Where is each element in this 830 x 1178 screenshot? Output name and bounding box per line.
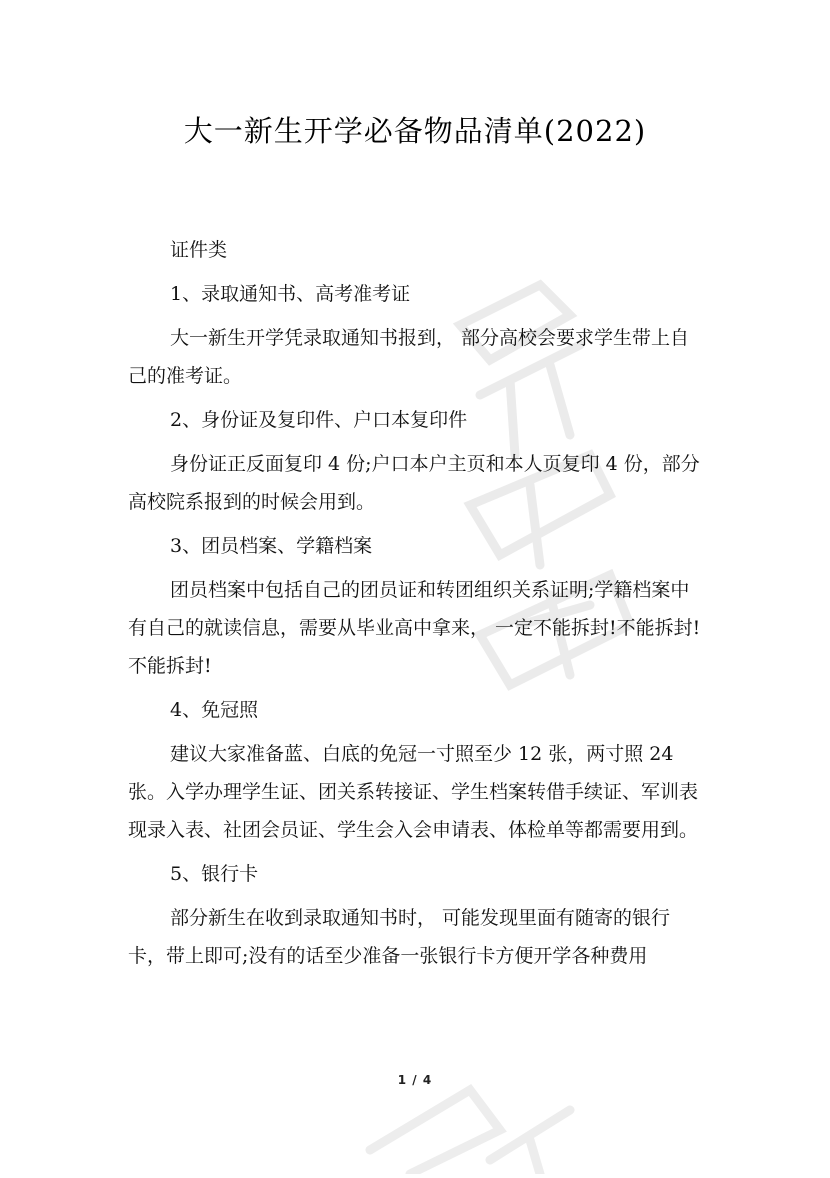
item-heading: 4、免冠照 — [170, 699, 259, 721]
item-body: 大一新生开学凭录取通知书报到， 部分高校会要求学生带上自己的准考证。 — [128, 327, 690, 387]
watermark-bottom-graphic — [340, 1040, 600, 1174]
item-heading: 5、银行卡 — [170, 863, 259, 885]
page-number: 1 / 4 — [397, 1073, 433, 1087]
page-title: 大一新生开学必备物品清单(2022) — [183, 114, 647, 149]
item-body: 团员档案中包括自己的团员证和转团组织关系证明;学籍档案中有自己的就读信息，需要从毕业高中拿来， 一定不能拆封!不能拆封!不能拆封! — [128, 579, 701, 677]
section-label: 证件类 — [170, 239, 228, 261]
item-heading: 3、团员档案、学籍档案 — [170, 535, 373, 557]
item-body: 部分新生在收到录取通知书时， 可能发现里面有随寄的银行卡，带上即可;没有的话至少准备一张银行卡方便开学各种费用 — [128, 907, 671, 967]
item-body: 建议大家准备蓝、白底的免冠一寸照至少 12 张，两寸照 24 张。入学办理学生证、团关系转接证、学生档案转借手续证、军训表现录入表、社团会员证、学生会入会申请表、体检单等都需要用到。 — [128, 743, 699, 841]
item-heading: 1、录取通知书、高考准考证 — [170, 283, 411, 305]
item-heading: 2、身份证及复印件、户口本复印件 — [170, 409, 468, 431]
document-body — [128, 231, 706, 975]
watermark-bottom — [340, 1040, 600, 1174]
item-body: 身份证正反面复印 4 份;户口本户主页和本人页复印 4 份，部分高校院系报到的时候会用到。 — [128, 453, 700, 513]
